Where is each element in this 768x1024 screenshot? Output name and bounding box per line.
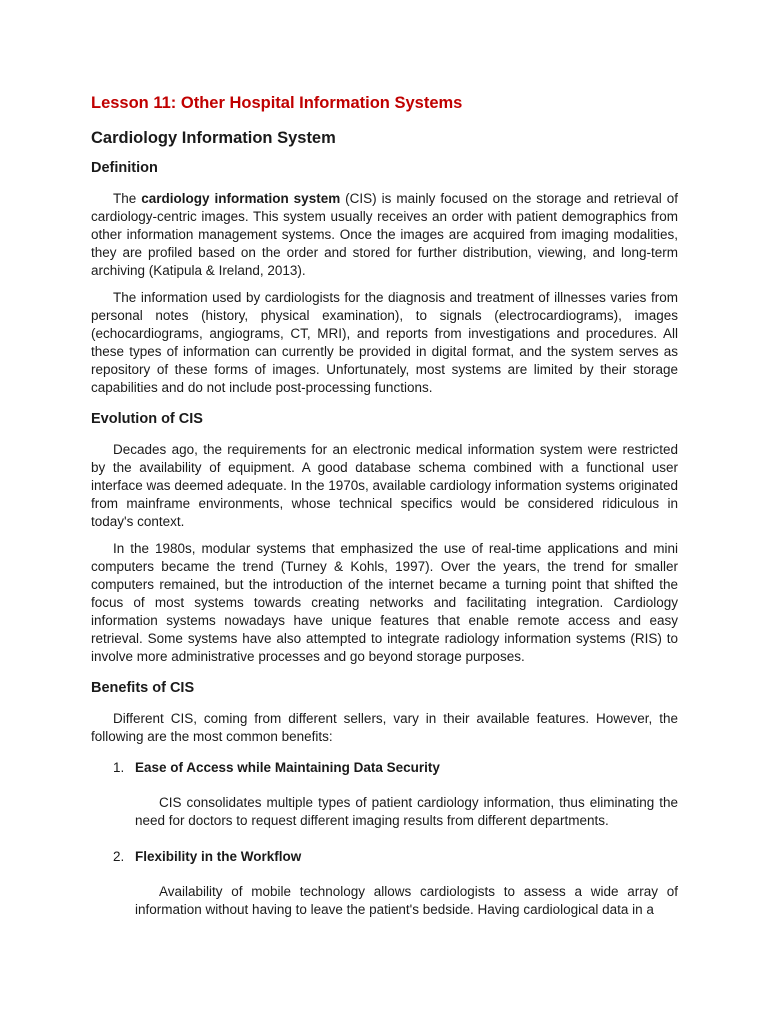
section-title: Cardiology Information System bbox=[91, 129, 336, 147]
benefits-list bbox=[91, 758, 678, 919]
list-item-number: 1. bbox=[113, 760, 125, 775]
definition-p1-rest: (CIS) is mainly focused on the storage and retrieval of cardiology-centric images. This system usually receives an order with patient demographics from other information management systems. Once the images are acquired from imaging modalities, they are profiled based on the order and stored for further distribution, viewing, and long-term archiving (Katipula & Ireland, 2013). bbox=[91, 191, 679, 278]
list-item-text: Availability of mobile technology allows cardiologists to assess a wide array of information without having to leave the patient's bedside. Having cardiological data in a bbox=[135, 884, 678, 917]
definition-paragraph-2: The information used by cardiologists for the diagnosis and treatment of illnesses varies from personal notes (history, physical examination), to signals (electrocardiograms), images (echocardiograms, angiograms, CT, MRI), and reports from investigations and procedures. All these types of information can currently be provided in digital format, and the system serves as repository of these forms of images. Unfortunately, most systems are limited by their storage capabilities and do not include post-processing functions. bbox=[91, 290, 678, 395]
list-item-title: Ease of Access while Maintaining Data Security bbox=[135, 760, 440, 775]
definition-heading: Definition bbox=[91, 160, 158, 176]
list-item bbox=[91, 758, 678, 830]
document-content bbox=[91, 92, 678, 936]
definition-paragraph-1 bbox=[91, 190, 678, 280]
lesson-title: Lesson 11: Other Hospital Information Systems bbox=[91, 94, 463, 112]
evolution-paragraph-1: Decades ago, the requirements for an electronic medical information system were restricted by the availability of equipment. A good database schema combined with a functional user interface was deemed adequate. In the 1970s, available cardiology information systems originated from mainframe environments, whose technical specifics would be considered ridiculous in today's context. bbox=[91, 442, 678, 529]
benefits-heading: Benefits of CIS bbox=[91, 680, 195, 696]
definition-p1-prefix: The bbox=[113, 191, 142, 206]
definition-p1-bold-term: cardiology information system bbox=[141, 191, 341, 206]
list-item-number: 2. bbox=[113, 849, 125, 864]
list-item-title: Flexibility in the Workflow bbox=[135, 849, 302, 864]
list-item bbox=[91, 847, 678, 919]
benefits-intro: Different CIS, coming from different sellers, vary in their available features. However, the following are the most common benefits: bbox=[91, 711, 678, 744]
evolution-heading: Evolution of CIS bbox=[91, 411, 203, 427]
list-item-text: CIS consolidates multiple types of patient cardiology information, thus eliminating the need for doctors to request different imaging results from different departments. bbox=[135, 795, 678, 828]
evolution-paragraph-2: In the 1980s, modular systems that emphasized the use of real-time applications and mini computers became the trend (Turney & Kohls, 1997). Over the years, the trend for smaller computers remained, but the introduction of the internet became a turning point that shifted the focus of most systems towards creating networks and facilitating integration. Cardiology information systems nowadays have unique features that enable remote access and easy retrieval. Some systems have also attempted to integrate radiology information systems (RIS) to involve more administrative processes and go beyond storage purposes. bbox=[91, 541, 678, 664]
